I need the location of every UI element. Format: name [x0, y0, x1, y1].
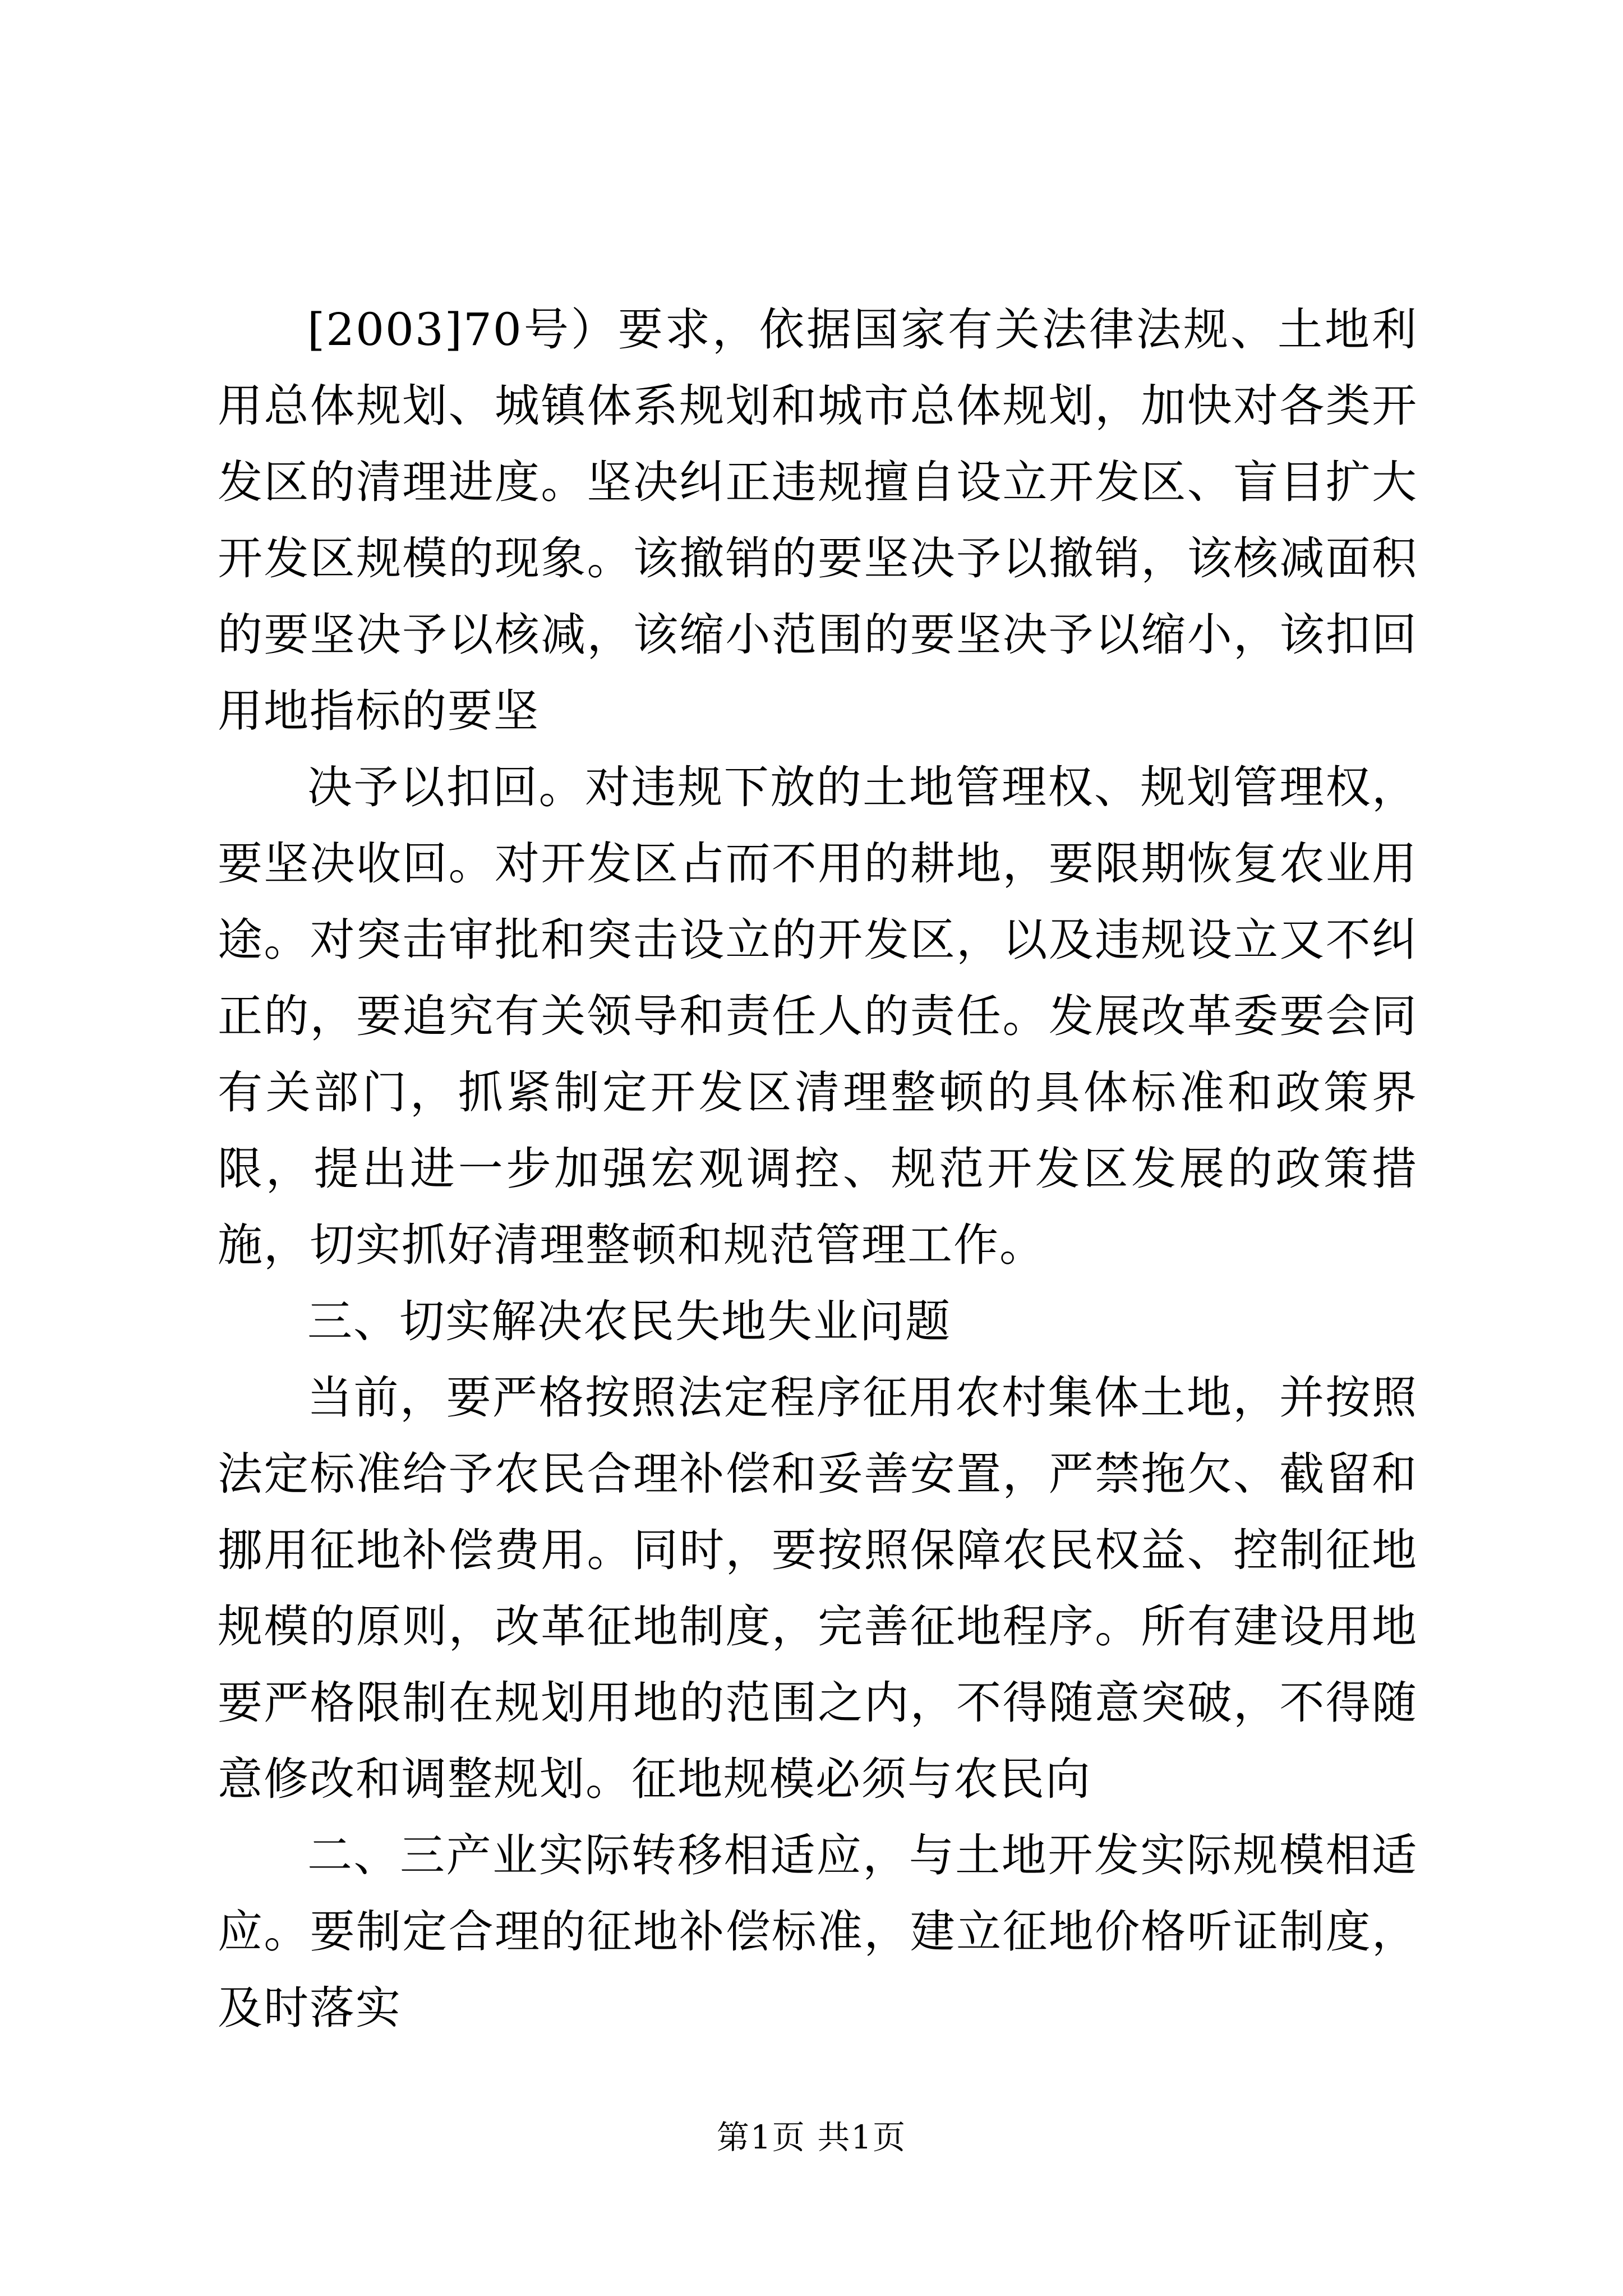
document-body — [218, 292, 1418, 2046]
paragraph-continuation: [2003]70号）要求，依据国家有关法律法规、土地利用总体规划、城镇体系规划和城市总体规划，加快对各类开发区的清理进度。坚决纠正违规擅自设立开发区、盲目扩大开发区规模的现象。该撤销的要坚决予以撤销，该核减面积的要坚决予以核减，该缩小范围的要坚决予以缩小，该扣回用地指标的要坚 — [218, 303, 1418, 737]
paragraph-compensation-standards: 二、三产业实际转移相适应，与土地开发实际规模相适应。要制定合理的征地补偿标准，建立征地价格听证制度，及时落实 — [218, 1829, 1418, 2034]
paragraph-development-zone-cleanup: 决予以扣回。对违规下放的土地管理权、规划管理权，要坚决收回。对开发区占而不用的耕地，要限期恢复农业用途。对突击审批和突击设立的开发区，以及违规设立又不纠正的，要追究有关领导和责任人的责任。发展改革委要会同有关部门，抓紧制定开发区清理整顿的具体标准和政策界限，提出进一步加强宏观调控、规范开发区发展的政策措施，切实抓好清理整顿和规范管理工作。 — [218, 761, 1418, 1271]
paragraph-land-requisition: 当前，要严格按照法定程序征用农村集体土地，并按照法定标准给予农民合理补偿和妥善安置，严禁拖欠、截留和挪用征地补偿费用。同时，要按照保障农民权益、控制征地规模的原则，改革征地制度，完善征地程序。所有建设用地要严格限制在规划用地的范围之内，不得随意突破，不得随意修改和调整规划。征地规模必须与农民向 — [218, 1372, 1418, 1805]
section-heading: 三、切实解决农民失地失业问题 — [307, 1295, 951, 1347]
page-footer: 第1页 共1页 — [716, 2118, 907, 2156]
